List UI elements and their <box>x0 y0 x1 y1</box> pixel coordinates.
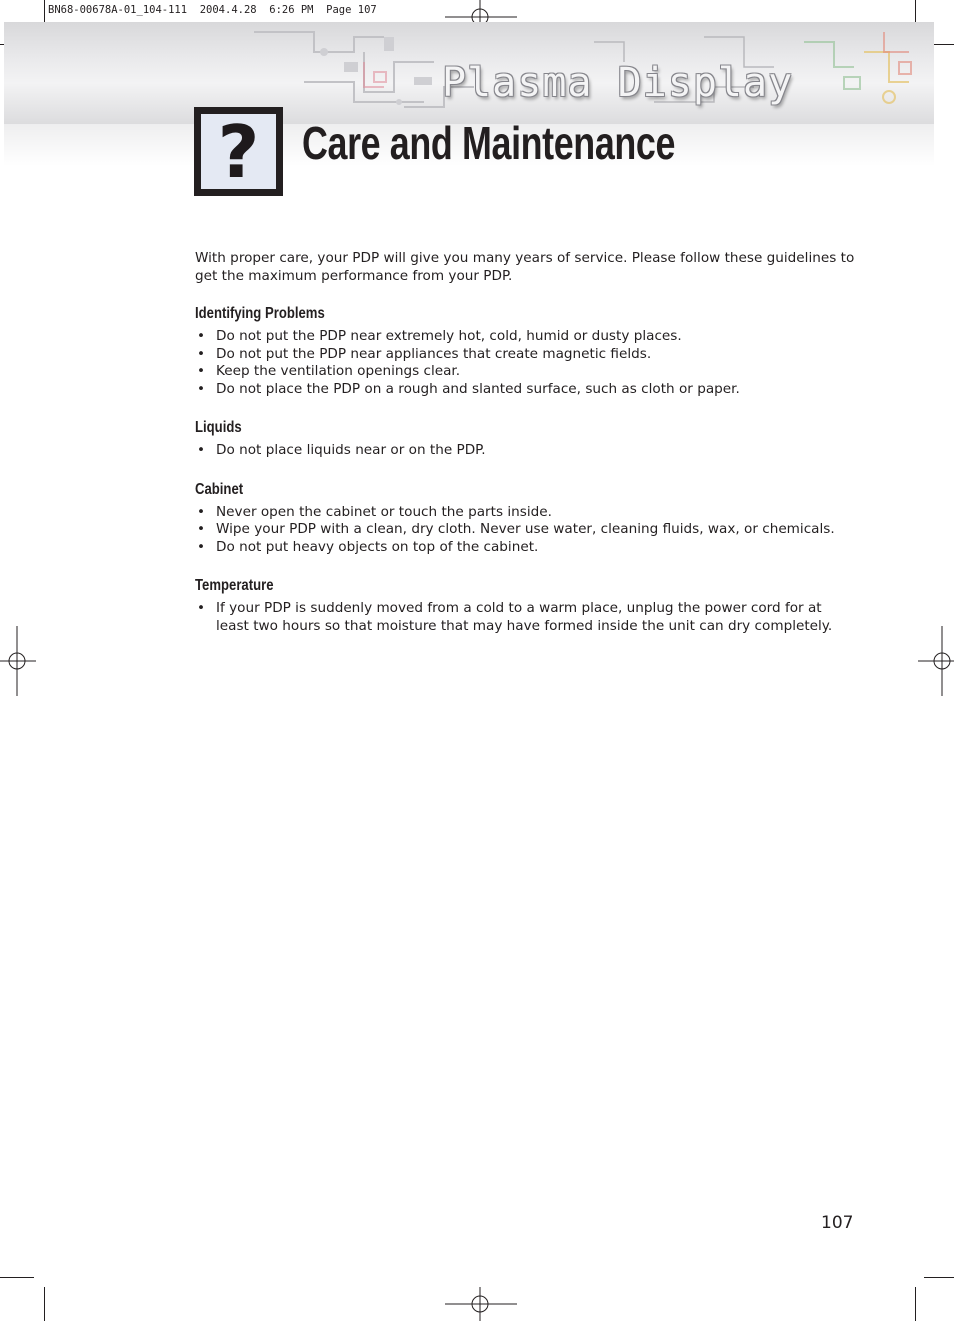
crop-mark-bottom-left-v <box>44 1287 45 1321</box>
print-slug-line: BN68-00678A-01_104-111 2004.4.28 6:26 PM Page 107 <box>48 4 377 16</box>
list-item: • Keep the ventilation openings clear. <box>195 363 855 381</box>
bullet-list <box>195 504 855 557</box>
registration-mark-right-icon <box>918 626 954 696</box>
page-title: Care and Maintenance <box>302 117 676 169</box>
crop-mark-bottom-right-v <box>915 1287 916 1321</box>
question-mark-glyph: ? <box>201 114 276 189</box>
list-item: • If your PDP is suddenly moved from a cold to a warm place, unplug the power cord for at least two hours so that moisture that may have formed inside the unit can dry completely. <box>195 600 855 635</box>
section-heading: Identifying Problems <box>195 305 325 322</box>
section-cabinet <box>195 480 855 557</box>
crop-mark-bottom-left-h <box>0 1277 34 1278</box>
list-item: • Do not place the PDP on a rough and slanted surface, such as cloth or paper. <box>195 381 855 399</box>
brand-wordmark: Plasma Display <box>442 60 794 106</box>
list-item: • Do not place liquids near or on the PDP. <box>195 442 855 460</box>
list-item: • Do not put the PDP near appliances that create magnetic fields. <box>195 346 855 364</box>
page-number: 107 <box>821 1213 854 1233</box>
section-liquids <box>195 418 855 460</box>
header-banner <box>4 22 934 124</box>
intro-paragraph: With proper care, your PDP will give you many years of service. Please follow these guidelines to get the maximum performance from your PDP. <box>195 250 855 284</box>
bullet-list <box>195 600 855 635</box>
list-item: • Wipe your PDP with a clean, dry cloth. Never use water, cleaning fluids, wax, or chemicals. <box>195 521 855 539</box>
registration-mark-bottom-icon <box>445 1287 517 1321</box>
help-question-icon <box>194 107 283 196</box>
registration-mark-left-icon <box>0 626 36 696</box>
bullet-list <box>195 328 855 398</box>
list-item: • Never open the cabinet or touch the parts inside. <box>195 504 855 522</box>
main-content <box>195 250 855 655</box>
section-heading: Liquids <box>195 419 242 436</box>
section-heading: Temperature <box>195 577 274 594</box>
section-temperature <box>195 576 855 635</box>
list-item: • Do not put heavy objects on top of the cabinet. <box>195 539 855 557</box>
crop-mark-bottom-right-h <box>924 1277 954 1278</box>
bullet-list <box>195 442 855 460</box>
section-heading: Cabinet <box>195 480 244 498</box>
list-item: • Do not put the PDP near extremely hot, cold, humid or dusty places. <box>195 328 855 346</box>
section-identifying-problems <box>195 304 855 398</box>
